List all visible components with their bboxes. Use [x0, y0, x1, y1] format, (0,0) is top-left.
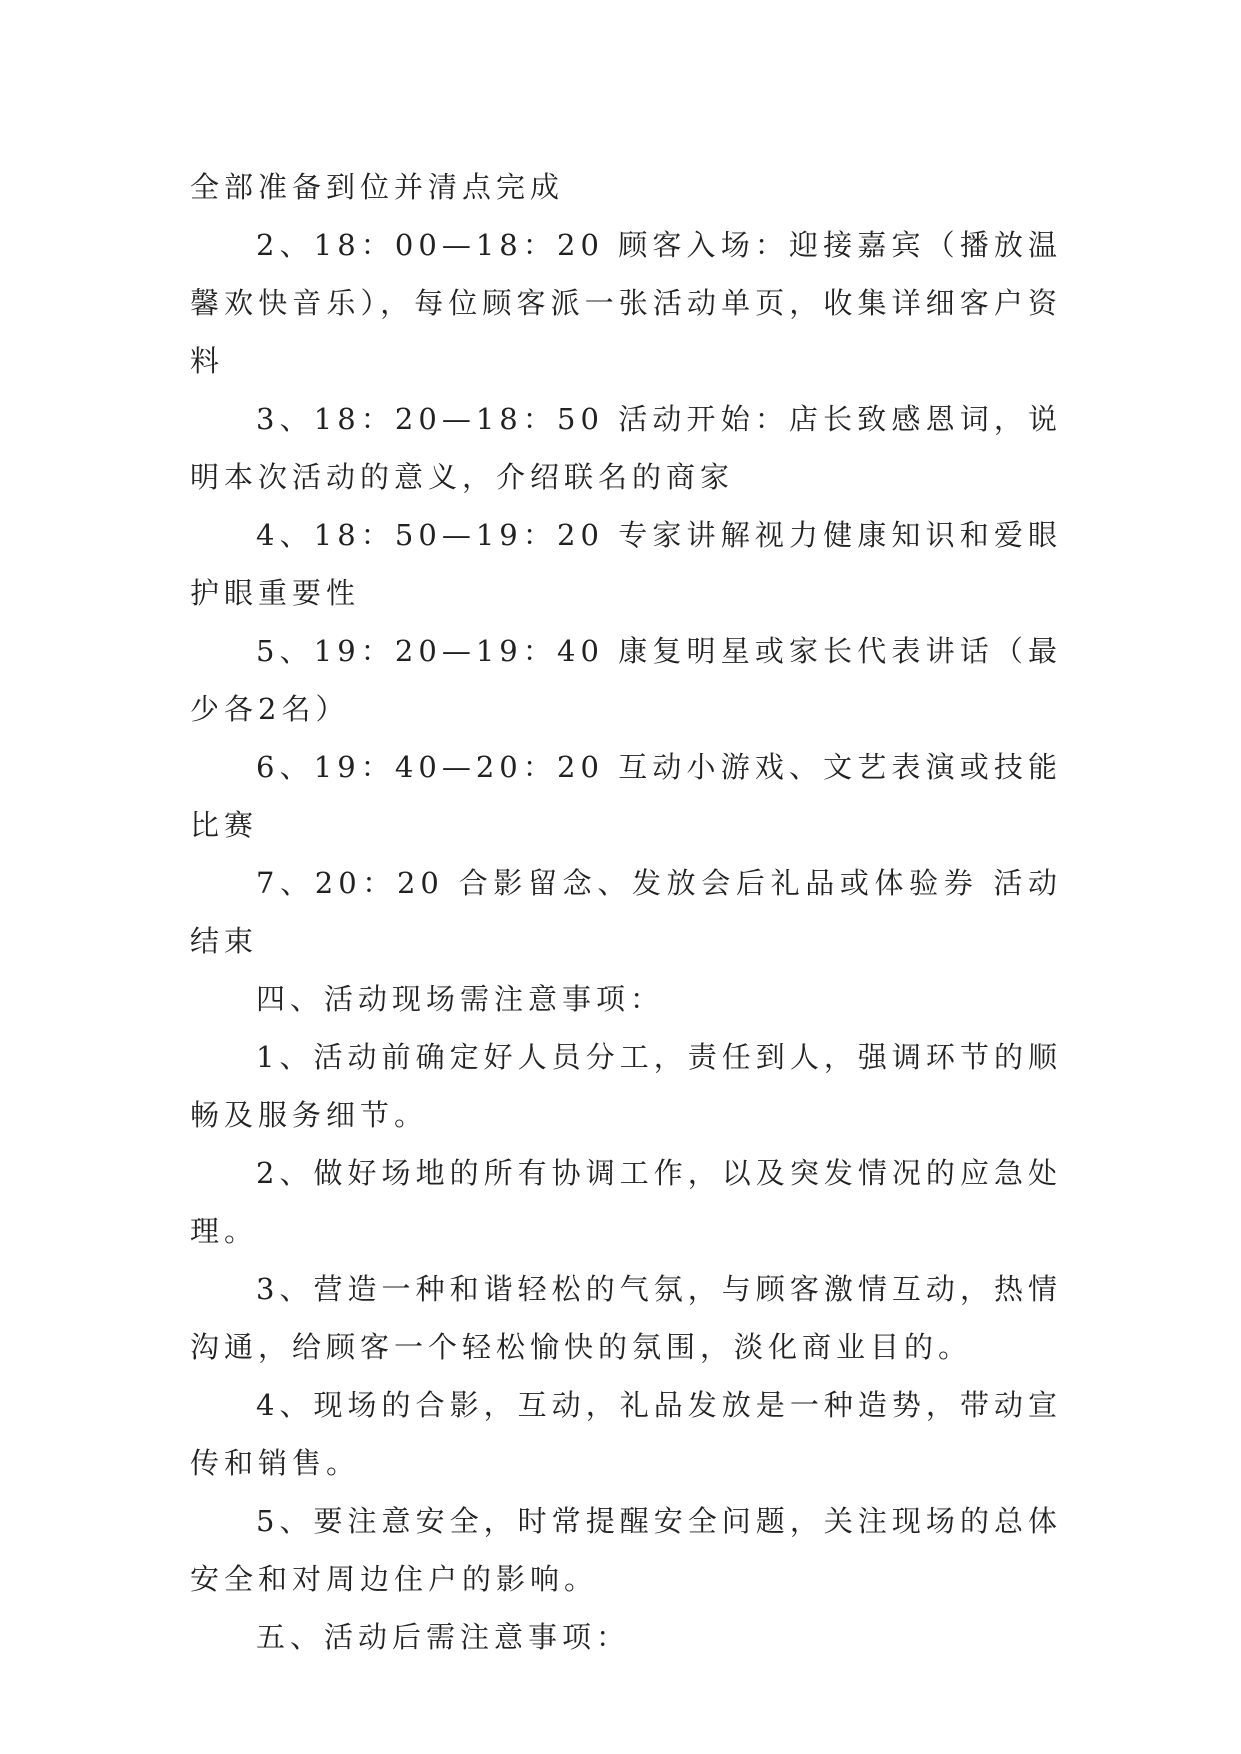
document-body: [190, 158, 1062, 1666]
onsite-note-2: 2、做好场地的所有协调工作，以及突发情况的应急处理。: [190, 1156, 1062, 1248]
onsite-note-1: 1、活动前确定好人员分工，责任到人，强调环节的顺畅及服务细节。: [190, 1040, 1062, 1132]
schedule-item-3: 3、18：20—18：50 活动开始：店长致感恩词，说明本次活动的意义，介绍联名的商家: [190, 402, 1062, 494]
schedule-item-6: 6、19：40—20：20 互动小游戏、文艺表演或技能比赛: [190, 750, 1062, 842]
schedule-item-7: 7、20：20 合影留念、发放会后礼品或体验券 活动结束: [190, 866, 1062, 958]
section-heading-5: 五、活动后需注意事项：: [256, 1620, 631, 1654]
schedule-item-5: 5、19：20—19：40 康复明星或家长代表讲话（最少各2名）: [190, 634, 1062, 726]
onsite-note-5: 5、要注意安全，时常提醒安全问题，关注现场的总体安全和对周边住户的影响。: [190, 1504, 1062, 1596]
schedule-item-2: 2、18：00—18：20 顾客入场：迎接嘉宾（播放温馨欢快音乐），每位顾客派一张活动单页，收集详细客户资料: [190, 228, 1062, 378]
onsite-note-3: 3、营造一种和谐轻松的气氛，与顾客激情互动，热情沟通，给顾客一个轻松愉快的氛围，淡化商业目的。: [190, 1272, 1062, 1364]
section-heading-4: 四、活动现场需注意事项：: [256, 982, 665, 1016]
onsite-note-4: 4、现场的合影，互动，礼品发放是一种造势，带动宣传和销售。: [190, 1388, 1062, 1480]
paragraph: 全部准备到位并清点完成: [190, 170, 565, 204]
schedule-item-4: 4、18：50—19：20 专家讲解视力健康知识和爱眼护眼重要性: [190, 518, 1062, 610]
